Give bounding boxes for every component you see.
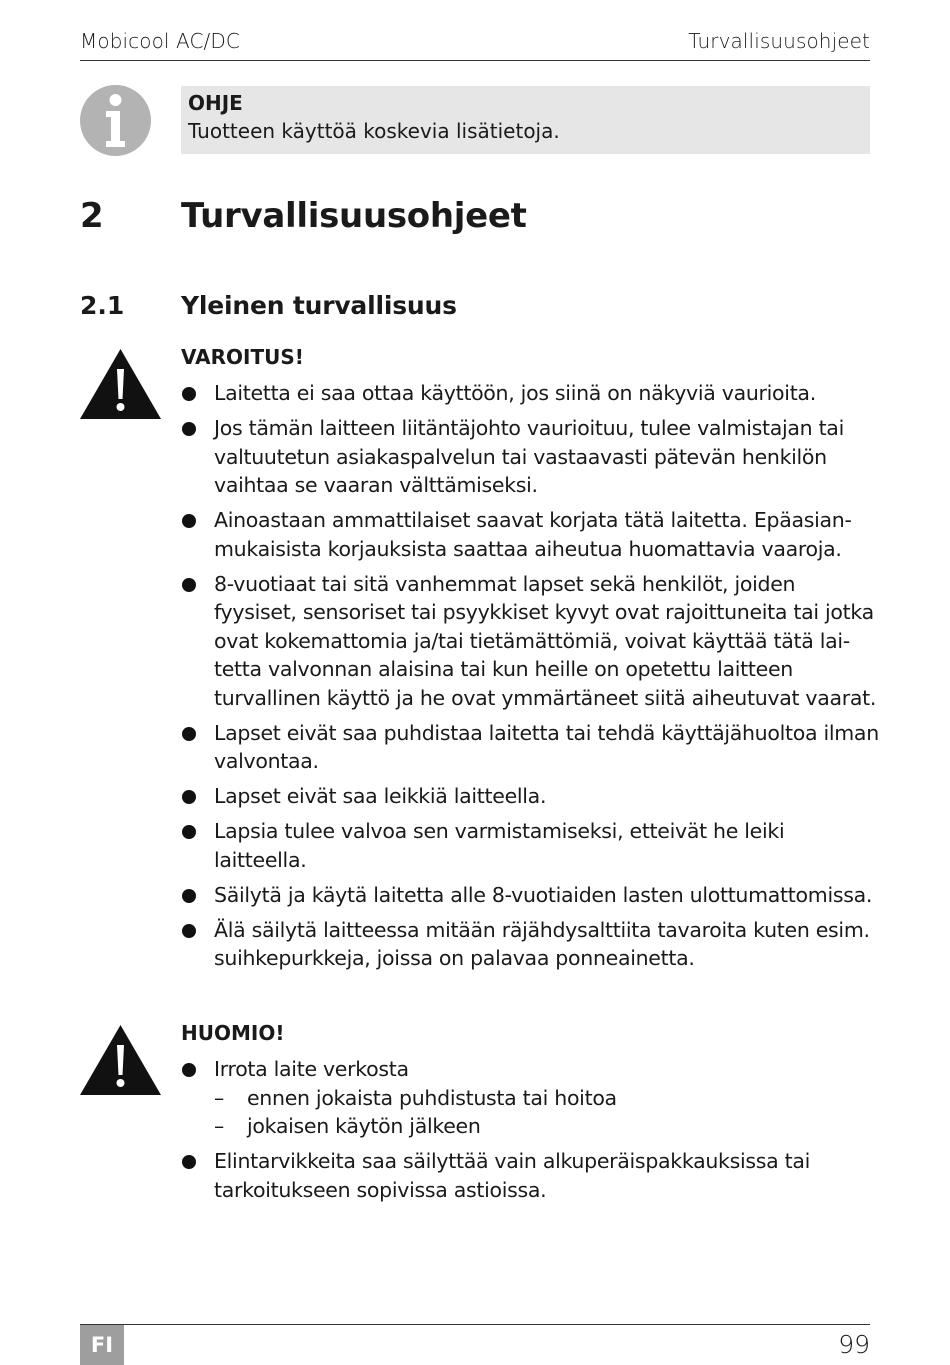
list-item: 8-vuotiaat tai sitä vanhemmat lapset sekä henkilöt, joiden fyysiset, sensoriset tai psyykkiset kyvyt ovat rajoittuneita tai jotka ovat kokemattomia ja/tai tietämättömiä, voivat käyttää tätä laitetta valvonnan alaisina tai kun heille on opetettu laitteen turvallinen käyttö ja he ovat ymmärtäneet siitä aiheutuvat vaarat. bbox=[181, 570, 881, 713]
list-item: Lapset eivät saa leikkiä laitteella. bbox=[181, 782, 881, 811]
list-item: Jos tämän laitteen liitäntäjohto vaurioituu, tulee valmistajan tai valtuutetun asiakaspalvelun tai vastaavasti pätevän henkilön vaihtaa se vaaran välttämiseksi. bbox=[181, 414, 881, 500]
sub-list-item: – ennen jokaista puhdistusta tai hoitoa bbox=[214, 1085, 617, 1110]
section-title: Yleinen turvallisuus bbox=[181, 291, 457, 320]
bullet-icon bbox=[182, 924, 196, 938]
language-badge: FI bbox=[80, 1325, 124, 1365]
chapter-number: 2 bbox=[80, 196, 104, 236]
warning-triangle-icon bbox=[80, 1025, 161, 1095]
list-item: Säilytä ja käytä laitetta alle 8-vuotiaiden lasten ulottumattomissa. bbox=[181, 881, 881, 910]
list-item: Ainoastaan ammattilaiset saavat korjata tätä laitetta. Epäasianmukaisista korjauksista saattaa aiheutua huomattavia vaaroja. bbox=[181, 506, 881, 563]
list-item: Elintarvikkeita saa säilyttää vain alkuperäispakkauksissa tai tarkoitukseen sopivissa astioissa. bbox=[181, 1147, 881, 1204]
bullet-icon bbox=[182, 727, 196, 741]
page-header bbox=[80, 29, 870, 61]
warning-title: VAROITUS! bbox=[181, 345, 304, 369]
note-box bbox=[181, 86, 870, 154]
section-number: 2.1 bbox=[80, 291, 125, 320]
bullet-icon bbox=[182, 578, 196, 592]
caution-title: HUOMIO! bbox=[181, 1021, 285, 1045]
bullet-icon bbox=[182, 514, 196, 528]
list-item: Irrota laite verkosta – ennen jokaista puhdistusta tai hoitoa – jokaisen käytön jälkeen bbox=[181, 1055, 881, 1141]
list-item: Älä säilytä laitteessa mitään räjähdysalttiita tavaroita kuten esim. suihkepurkkeja, joissa on palavaa ponneainetta. bbox=[181, 916, 881, 973]
sub-list-item: – jokaisen käytön jälkeen bbox=[214, 1114, 481, 1138]
caution-list bbox=[181, 1055, 881, 1211]
bullet-icon bbox=[182, 825, 196, 839]
note-title: OHJE bbox=[188, 91, 243, 115]
list-item: Lapsia tulee valvoa sen varmistamiseksi, etteivät he leiki laitteella. bbox=[181, 817, 881, 874]
list-item: Lapset eivät saa puhdistaa laitetta tai tehdä käyttäjähuoltoa ilman valvontaa. bbox=[181, 719, 881, 776]
bullet-icon bbox=[182, 1063, 196, 1077]
header-product-name: Mobicool AC/DC bbox=[80, 29, 240, 53]
bullet-icon bbox=[182, 422, 196, 436]
page-number: 99 bbox=[838, 1330, 870, 1359]
info-icon bbox=[80, 85, 151, 156]
bullet-icon bbox=[182, 387, 196, 401]
warning-triangle-icon bbox=[80, 349, 161, 419]
note-text: Tuotteen käyttöä koskevia lisätietoja. bbox=[188, 119, 560, 143]
bullet-icon bbox=[182, 889, 196, 903]
bullet-icon bbox=[182, 1155, 196, 1169]
bullet-icon bbox=[182, 790, 196, 804]
footer-divider bbox=[80, 1324, 870, 1325]
list-item: Laitetta ei saa ottaa käyttöön, jos siinä on näkyviä vaurioita. bbox=[181, 379, 881, 408]
sub-list bbox=[214, 1084, 881, 1141]
header-section-name: Turvallisuusohjeet bbox=[688, 29, 870, 53]
chapter-title: Turvallisuusohjeet bbox=[181, 196, 527, 236]
warning-list bbox=[181, 379, 881, 979]
